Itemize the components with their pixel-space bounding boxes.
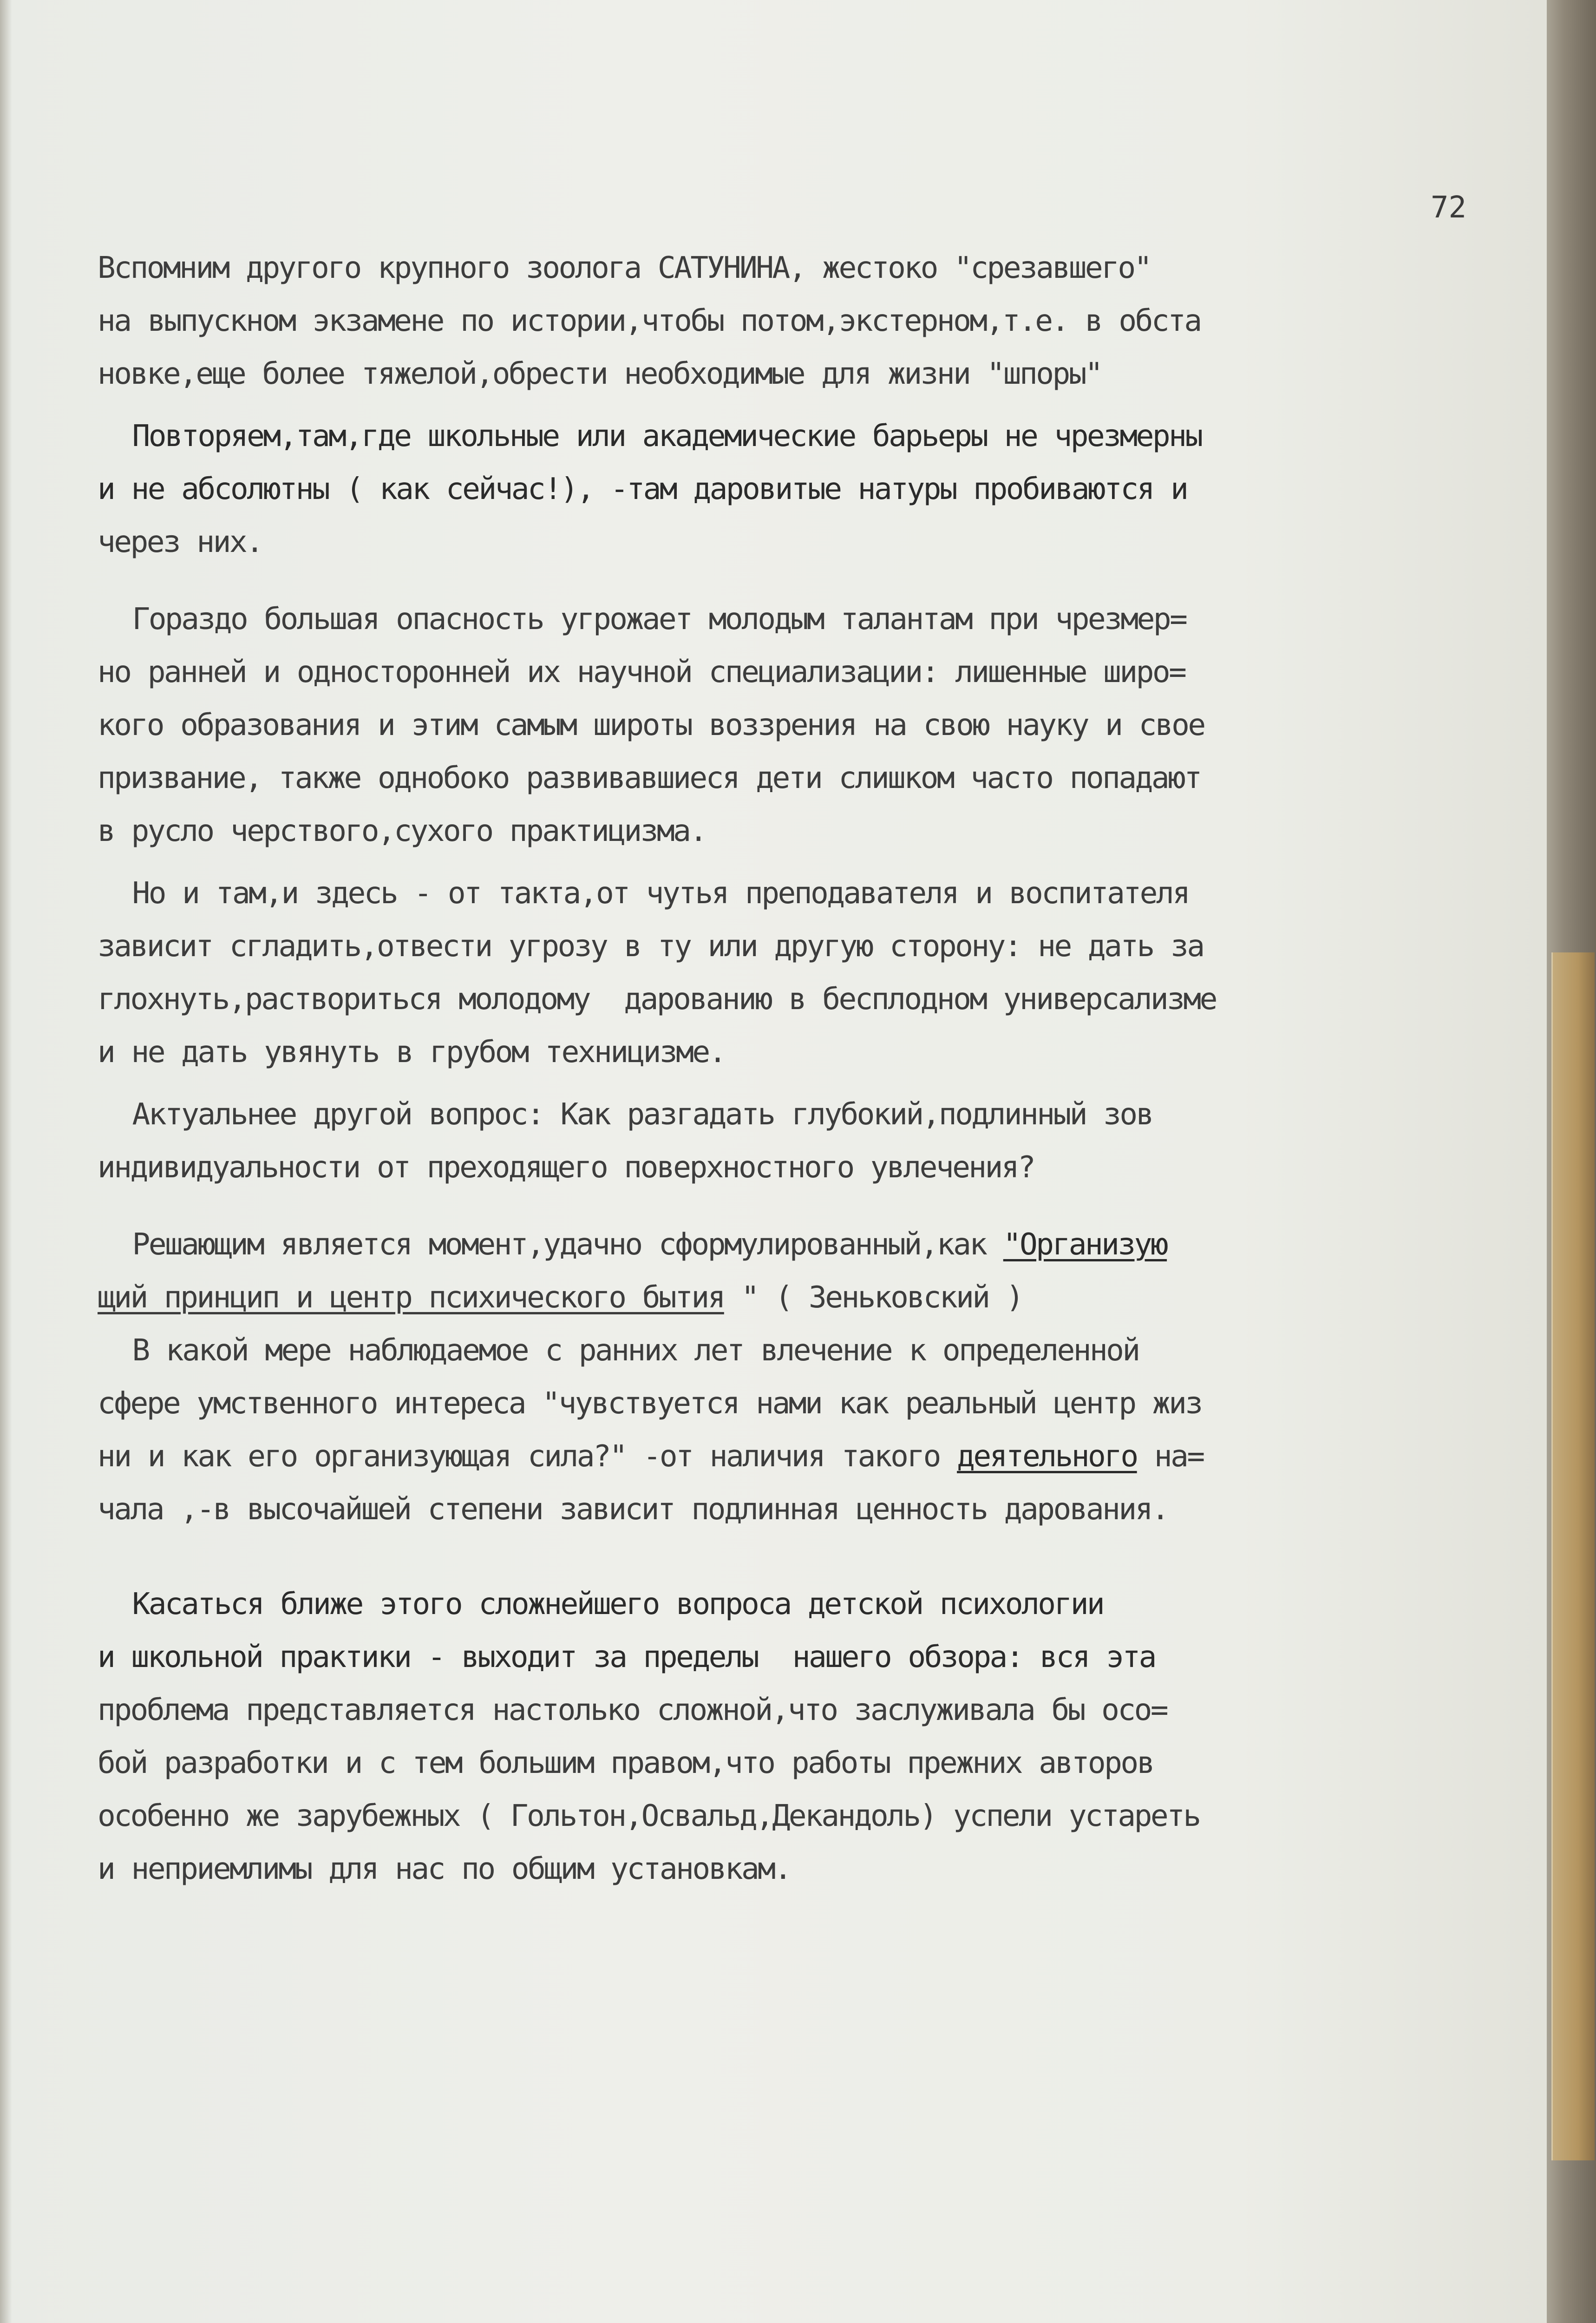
text-line: В какой мере наблюдаемое с ранних лет влечение к определенной xyxy=(98,1333,1139,1368)
text-line xyxy=(98,1218,1491,1271)
text-line: чала ,-в высочайшей степени зависит подлинная ценность дарования. xyxy=(98,1492,1168,1527)
text-line: новке,еще более тяжелой,обрести необходимые для жизни "шпоры" xyxy=(98,356,1102,391)
text-line: в русло черствого,сухого практицизма. xyxy=(98,814,706,848)
text-fragment: на= xyxy=(1137,1439,1204,1474)
text-line: индивидуальности от преходящего поверхностного увлечения? xyxy=(98,1150,1034,1185)
typewritten-text xyxy=(98,242,1491,1896)
folder-edge xyxy=(1547,0,1596,2323)
text-line: Гораздо большая опасность угрожает молодым талантам при чрезмер= xyxy=(98,602,1186,637)
text-line: зависит сгладить,отвести угрозу в ту или другую сторону: не дать за xyxy=(98,929,1204,964)
page-edge-shadow xyxy=(0,0,12,2323)
text-line: кого образования и этим самым широты воззрения на свою науку и свое xyxy=(98,708,1204,742)
text-line: сфере умственного интереса "чувствуется нами как реальный центр жиз xyxy=(98,1386,1202,1421)
underlined-quote: щий принцип и центр психического бытия xyxy=(98,1280,724,1315)
text-line: призвание, также однобоко развивавшиеся дети слишком часто попадают xyxy=(98,761,1201,795)
text-line: через них. xyxy=(98,525,262,559)
text-line: и школьной практики - выходит за пределы нашего обзора: вся эта xyxy=(98,1640,1155,1674)
text-line: и не дать увянуть в грубом техницизме. xyxy=(98,1035,725,1070)
page-number: 72 xyxy=(1431,190,1467,225)
underlined-quote: "Организую xyxy=(1003,1227,1167,1262)
text-fragment: Решающим является момент,удачно сформулированный,как xyxy=(98,1227,1003,1262)
text-fragment: ни и как его организующая сила?" -от наличия такого xyxy=(98,1439,957,1474)
underlined-word: деятельного xyxy=(957,1439,1137,1474)
text-line: и неприемлимы для нас по общим установкам. xyxy=(98,1851,791,1886)
text-line: особенно же зарубежных ( Гольтон,Освальд,Декандоль) успели устареть xyxy=(98,1798,1200,1833)
text-line: но ранней и односторонней их научной специализации: лишенные широ= xyxy=(98,655,1185,689)
text-line: бой разработки и с тем большим правом,что работы прежних авторов xyxy=(98,1746,1153,1780)
text-line: Вспомним другого крупного зоолога САТУНИНА, жестоко "срезавшего" xyxy=(98,250,1151,285)
text-line: проблема представляется настолько сложной,что заслуживала бы осо= xyxy=(98,1693,1167,1727)
text-line: на выпускном экзамене по истории,чтобы потом,экстерном,т.е. в обста xyxy=(98,303,1201,338)
text-line: Касаться ближе этого сложнейшего вопроса детской психологии xyxy=(98,1587,1104,1621)
folder-tab xyxy=(1551,952,1595,2160)
text-line xyxy=(98,1430,1491,1483)
text-line xyxy=(98,1271,1491,1324)
text-line: глохнуть,раствориться молодому дарованию в бесплодном универсализме xyxy=(98,982,1216,1017)
text-line: Актуальнее другой вопрос: Как разгадать глубокий,подлинный зов xyxy=(98,1097,1152,1132)
citation: " ( Зеньковский ) xyxy=(724,1280,1023,1315)
text-line: и не абсолютны ( как сейчас!), -там даровитые натуры пробиваются и xyxy=(98,472,1187,506)
text-line: Повторяем,там,где школьные или академические барьеры не чрезмерны xyxy=(98,419,1202,453)
text-line: Но и там,и здесь - от такта,от чутья преподавателя и воспитателя xyxy=(98,876,1189,911)
